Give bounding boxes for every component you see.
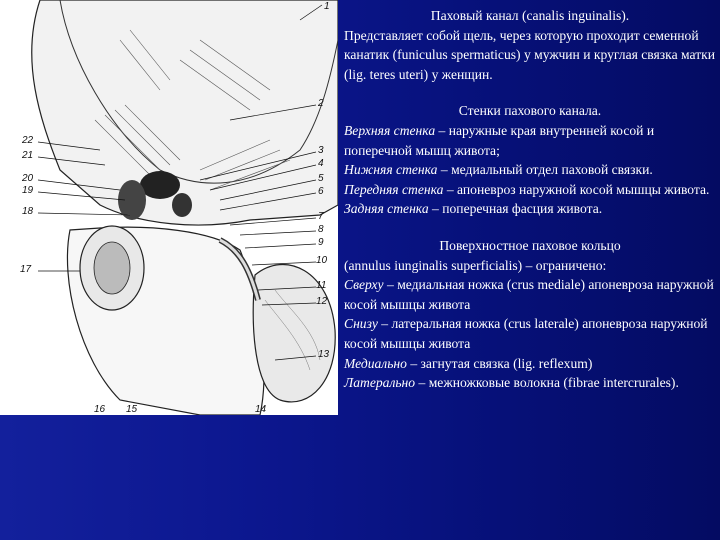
figure-label-14: 14 (255, 404, 267, 415)
figure-label-20: 20 (22, 173, 34, 184)
section2-heading: Стенки пахового канала. (458, 103, 602, 119)
ring-term: Медиально (344, 355, 407, 371)
walls-term: Верхняя стенка (344, 122, 436, 138)
ring-latin-name: (annulus iunginalis superficialis) (344, 257, 523, 273)
figure-label-9: 9 (318, 237, 324, 248)
ring-heading-tail: – ограничено: (522, 257, 607, 273)
walls-term: Задняя стенка (344, 201, 429, 217)
figure-label-15: 15 (126, 404, 138, 415)
ring-item-lateral (344, 373, 716, 393)
ring-term: Сверху (344, 277, 384, 293)
ring-term: Латерально (344, 375, 416, 391)
figure-label-13: 13 (318, 349, 330, 360)
walls-term: Нижняя стенка (344, 162, 438, 178)
section3-heading: Поверхностное паховое кольцо (439, 237, 621, 253)
section3-heading-line2 (344, 256, 716, 276)
walls-text: – медиальный отдел паховой связки. (437, 162, 653, 178)
walls-text: – наружные края внутренней косой и поперечной мышц живота; (344, 122, 655, 158)
walls-item-front (344, 180, 716, 200)
section1-body: Представляет собой щель, через которую проходит семенной канатик (funiculus spermaticus) у мужчин и круглая связка матки (lig. teres uteri) у женщин. (344, 27, 716, 82)
walls-item-back (344, 199, 716, 219)
figure-label-21: 21 (22, 150, 34, 161)
ring-term: Снизу (344, 316, 378, 332)
walls-text: – поперечная фасция живота. (428, 201, 603, 217)
figure-label-8: 8 (318, 224, 324, 235)
walls-item-upper (344, 121, 716, 160)
figure-label-6: 6 (318, 186, 324, 197)
figure-label-4: 4 (318, 158, 324, 169)
figure-label-16: 16 (94, 404, 106, 415)
ring-text: – медиальная ножка (crus mediale) апоневроза наружной косой мышцы живота (344, 277, 714, 312)
ring-item-medial (344, 354, 716, 374)
slide-text (344, 6, 716, 393)
walls-item-lower (344, 160, 716, 180)
figure-label-7: 7 (318, 211, 324, 222)
figure-label-18: 18 (22, 206, 34, 217)
section1-heading: Паховый канал (canalis inguinalis). (430, 8, 630, 23)
figure-label-17: 17 (20, 264, 32, 275)
figure-label-2: 2 (318, 98, 324, 109)
ring-text: – загнутая связка (lig. reflexum) (406, 355, 593, 371)
figure-label-10: 10 (316, 255, 328, 266)
ring-item-top (344, 275, 716, 314)
figure-label-12: 12 (316, 296, 328, 307)
figure-label-11: 11 (316, 280, 327, 291)
walls-term: Передняя стенка (344, 181, 444, 197)
figure-label-1: 1 (324, 1, 330, 12)
anatomy-illustration (0, 0, 338, 415)
figure-label-22: 22 (22, 135, 34, 146)
inguinal-canal-drawing (0, 0, 338, 415)
walls-text: – апоневроз наружной косой мышцы живота. (443, 181, 710, 197)
figure-label-19: 19 (22, 185, 34, 196)
figure-label-5: 5 (318, 173, 324, 184)
ring-item-bottom (344, 314, 716, 353)
ring-text: – латеральная ножка (crus laterale) апоневроза наружной косой мышцы живота (344, 316, 708, 351)
figure-label-3: 3 (318, 145, 324, 156)
ring-text: – межножковые волокна (fibrae intercrurales). (415, 375, 679, 391)
